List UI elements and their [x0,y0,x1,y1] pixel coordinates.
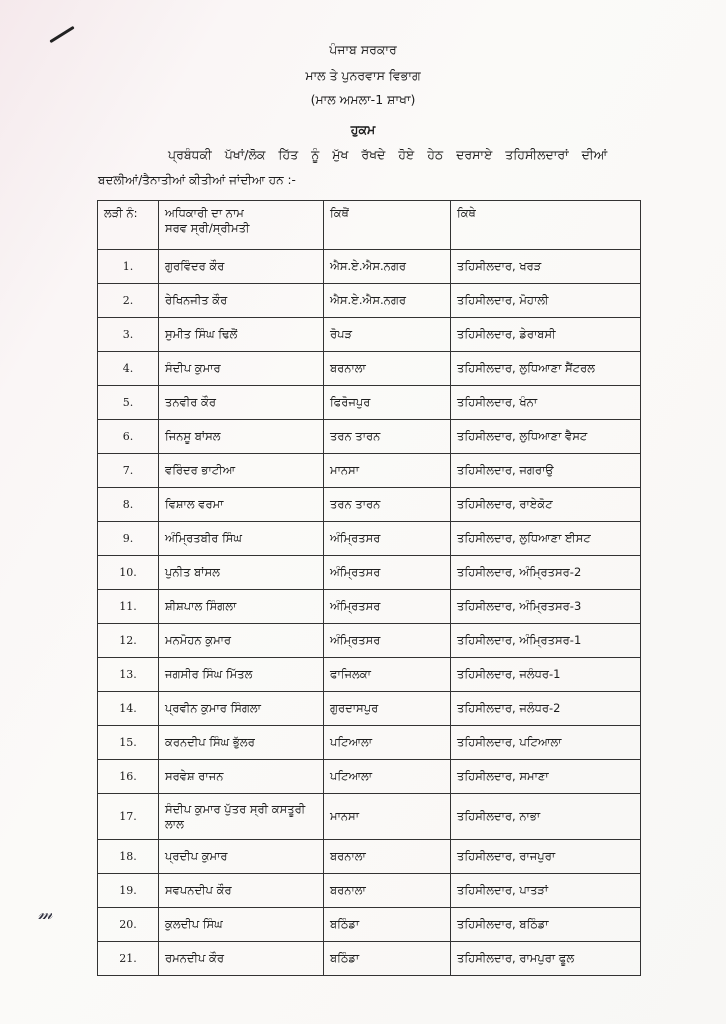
to-posting-cell: ਤਹਿਸੀਲਦਾਰ, ਪਾਤੜਾਂ [451,874,641,908]
to-posting-cell: ਤਹਿਸੀਲਦਾਰ, ਜਲੰਧਰ-1 [451,658,641,692]
header-officer-name-line2: ਸਰਵ ਸ੍ਰੀ/ਸ੍ਰੀਮਤੀ [165,221,250,235]
officer-name-cell: ਰੇਖਿਨਜੀਤ ਕੌਰ [159,284,324,318]
serial-no-cell: 21. [98,942,159,976]
header-government: ਪੰਜਾਬ ਸਰਕਾਰ [329,42,397,57]
from-location-cell: ਤਰਨ ਤਾਰਨ [324,488,451,522]
officer-name-cell: ਪ੍ਰਵੀਨ ਕੁਮਾਰ ਸਿੰਗਲਾ [159,692,324,726]
to-posting-cell: ਤਹਿਸੀਲਦਾਰ, ਅੰਮ੍ਰਿਤਸਰ-3 [451,590,641,624]
to-posting-cell: ਤਹਿਸੀਲਦਾਰ, ਖੰਨਾ [451,386,641,420]
table-row [98,624,641,658]
table-row [98,318,641,352]
officer-name-cell: ਪੁਨੀਤ ਬਾਂਸਲ [159,556,324,590]
from-location-cell: ਐਸ.ਏ.ਐਸ.ਨਗਰ [324,250,451,284]
table-body [98,250,641,976]
officer-name-cell: ਸੰਦੀਪ ਕੁਮਾਰ [159,352,324,386]
serial-no-cell: 6. [98,420,159,454]
to-posting-cell: ਤਹਿਸੀਲਦਾਰ, ਬਠਿੰਡਾ [451,908,641,942]
to-posting-cell: ਤਹਿਸੀਲਦਾਰ, ਰਾਜਪੁਰਾ [451,840,641,874]
officer-name-cell: ਸਰਵੇਸ਼ ਰਾਜਨ [159,760,324,794]
from-location-cell: ਬਰਨਾਲਾ [324,840,451,874]
serial-no-cell: 5. [98,386,159,420]
from-location-cell: ਅੰਮ੍ਰਿਤਸਰ [324,556,451,590]
to-posting-cell: ਤਹਿਸੀਲਦਾਰ, ਪਟਿਆਲਾ [451,726,641,760]
from-location-cell: ਐਸ.ਏ.ਐਸ.ਨਗਰ [324,284,451,318]
table-row [98,692,641,726]
to-posting-cell: ਤਹਿਸੀਲਦਾਰ, ਲੁਧਿਆਣਾ ਈਸਟ [451,522,641,556]
from-location-cell: ਮਾਨਸਾ [324,794,451,840]
from-location-cell: ਅੰਮ੍ਰਿਤਸਰ [324,624,451,658]
table-row [98,488,641,522]
table-row [98,794,641,840]
table-header-row [98,201,641,250]
officer-name-cell: ਕਰਨਦੀਪ ਸਿੰਘ ਭੁੱਲਰ [159,726,324,760]
to-posting-cell: ਤਹਿਸੀਲਦਾਰ, ਜਲੰਧਰ-2 [451,692,641,726]
serial-no-cell: 4. [98,352,159,386]
from-location-cell: ਪਟਿਆਲਾ [324,760,451,794]
header-branch: (ਮਾਲ ਅਮਲਾ-1 ਸ਼ਾਖਾ) [310,92,416,107]
from-location-cell: ਬਠਿੰਡਾ [324,942,451,976]
officer-name-cell: ਸਵਪਨਦੀਪ ਕੌਰ [159,874,324,908]
table-row [98,556,641,590]
from-location-cell: ਫਿਰੋਜਪੁਰ [324,386,451,420]
order-title: ਹੁਕਮ [350,122,376,137]
serial-no-cell: 11. [98,590,159,624]
serial-no-cell: 14. [98,692,159,726]
officer-name-cell: ਅੰਮ੍ਰਿਤਬੀਰ ਸਿੰਘ [159,522,324,556]
from-location-cell: ਬਰਨਾਲਾ [324,352,451,386]
table-row [98,726,641,760]
serial-no-cell: 2. [98,284,159,318]
officer-name-cell: ਜਗਸੀਰ ਸਿੰਘ ਮਿੱਤਲ [159,658,324,692]
officer-name-cell: ਗੁਰਵਿੰਦਰ ਕੌਰ [159,250,324,284]
from-location-cell: ਰੋਪੜ [324,318,451,352]
intro-line-2: ਬਦਲੀਆਂ/ਤੈਨਾਤੀਆਂ ਕੀਤੀਆਂ ਜਾਂਦੀਆ ਹਨ :- [98,173,296,187]
table-row [98,284,641,318]
serial-no-cell: 19. [98,874,159,908]
to-posting-cell: ਤਹਿਸੀਲਦਾਰ, ਖਰੜ [451,250,641,284]
officer-name-cell: ਸ਼ੀਸ਼ਪਾਲ ਸਿੰਗਲਾ [159,590,324,624]
table-row [98,522,641,556]
to-posting-cell: ਤਹਿਸੀਲਦਾਰ, ਲੁਧਿਆਣਾ ਵੈਸਟ [451,420,641,454]
officer-name-cell: ਵਿਸ਼ਾਲ ਵਰਮਾ [159,488,324,522]
serial-no-cell: 12. [98,624,159,658]
to-posting-cell: ਤਹਿਸੀਲਦਾਰ, ਜਗਰਾਉ [451,454,641,488]
officer-name-cell: ਜਿਨਸੂ ਬਾਂਸਲ [159,420,324,454]
serial-no-cell: 7. [98,454,159,488]
header-officer-name-line1: ਅਧਿਕਾਰੀ ਦਾ ਨਾਮ [165,206,244,220]
to-posting-cell: ਤਹਿਸੀਲਦਾਰ, ਅੰਮ੍ਰਿਤਸਰ-2 [451,556,641,590]
to-posting-cell: ਤਹਿਸੀਲਦਾਰ, ਅੰਮ੍ਰਿਤਸਰ-1 [451,624,641,658]
from-location-cell: ਗੁਰਦਾਸਪੁਰ [324,692,451,726]
from-location-cell: ਪਟਿਆਲਾ [324,726,451,760]
officer-name-cell: ਤਨਵੀਰ ਕੌਰ [159,386,324,420]
table-row [98,908,641,942]
officer-name-cell: ਕੁਲਦੀਪ ਸਿੰਘ [159,908,324,942]
serial-no-cell: 8. [98,488,159,522]
from-location-cell: ਅੰਮ੍ਰਿਤਸਰ [324,522,451,556]
to-posting-cell: ਤਹਿਸੀਲਦਾਰ, ਮੋਹਾਲੀ [451,284,641,318]
intro-line-1: ਪ੍ਰਬੰਧਕੀ ਪੱਖਾਂ/ਲੋਕ ਹਿੱਤ ਨੂੰ ਮੁੱਖ ਰੱਖਦੇ ਹੋਏ ਹੇਠ ਦਰਸਾਏ ਤਹਿਸੀਲਦਾਰਾਂ ਦੀਆਂ [168,147,608,162]
to-posting-cell: ਤਹਿਸੀਲਦਾਰ, ਲੁਧਿਆਣਾ ਸੈਂਟਰਲ [451,352,641,386]
serial-no-cell: 1. [98,250,159,284]
table-row [98,420,641,454]
serial-no-cell: 9. [98,522,159,556]
serial-no-cell: 15. [98,726,159,760]
officer-name-cell: ਵਰਿੰਦਰ ਭਾਟੀਆ [159,454,324,488]
officer-name-cell: ਰਮਨਦੀਪ ਕੌਰ [159,942,324,976]
to-posting-cell: ਤਹਿਸੀਲਦਾਰ, ਡੇਰਾਬਸੀ [451,318,641,352]
serial-no-cell: 10. [98,556,159,590]
header-from: ਕਿਥੋਂ [324,201,451,250]
table-row [98,874,641,908]
to-posting-cell: ਤਹਿਸੀਲਦਾਰ, ਸਮਾਣਾ [451,760,641,794]
table-row [98,590,641,624]
table-row [98,386,641,420]
table-row [98,760,641,794]
pen-stroke-mark [49,26,74,43]
from-location-cell: ਤਰਨ ਤਾਰਨ [324,420,451,454]
serial-no-cell: 16. [98,760,159,794]
from-location-cell: ਬਠਿੰਡਾ [324,908,451,942]
table-row [98,658,641,692]
from-location-cell: ਮਾਨਸਾ [324,454,451,488]
serial-no-cell: 20. [98,908,159,942]
margin-initials: 𝓂 [38,904,53,924]
transfer-table [97,200,641,976]
from-location-cell: ਬਰਨਾਲਾ [324,874,451,908]
serial-no-cell: 17. [98,794,159,840]
to-posting-cell: ਤਹਿਸੀਲਦਾਰ, ਰਾਏਕੋਟ [451,488,641,522]
from-location-cell: ਫਾਜਿਲਕਾ [324,658,451,692]
header-to: ਕਿਥੇ [451,201,641,250]
from-location-cell: ਅੰਮ੍ਰਿਤਸਰ [324,590,451,624]
officer-name-cell: ਸੁਮੀਤ ਸਿੰਘ ਢਿਲੋਂ [159,318,324,352]
table-row [98,454,641,488]
officer-name-cell: ਮਨਮੋਹਨ ਕੁਮਾਰ [159,624,324,658]
serial-no-cell: 3. [98,318,159,352]
to-posting-cell: ਤਹਿਸੀਲਦਾਰ, ਨਾਭਾ [451,794,641,840]
header-department: ਮਾਲ ਤੇ ਪੁਨਰਵਾਸ ਵਿਭਾਗ [305,68,421,83]
serial-no-cell: 18. [98,840,159,874]
header-serial-no: ਲੜੀ ਨੰ: [98,201,159,250]
officer-name-cell: ਸੰਦੀਪ ਕੁਮਾਰ ਪੁੱਤਰ ਸ੍ਰੀ ਕਸਤੂਰੀ ਲਾਲ [159,794,324,840]
table-row [98,840,641,874]
serial-no-cell: 13. [98,658,159,692]
table-row [98,352,641,386]
table-row [98,250,641,284]
header-officer-name [159,201,324,250]
table-row [98,942,641,976]
officer-name-cell: ਪ੍ਰਦੀਪ ਕੁਮਾਰ [159,840,324,874]
to-posting-cell: ਤਹਿਸੀਲਦਾਰ, ਰਾਮਪੁਰਾ ਫੂਲ [451,942,641,976]
